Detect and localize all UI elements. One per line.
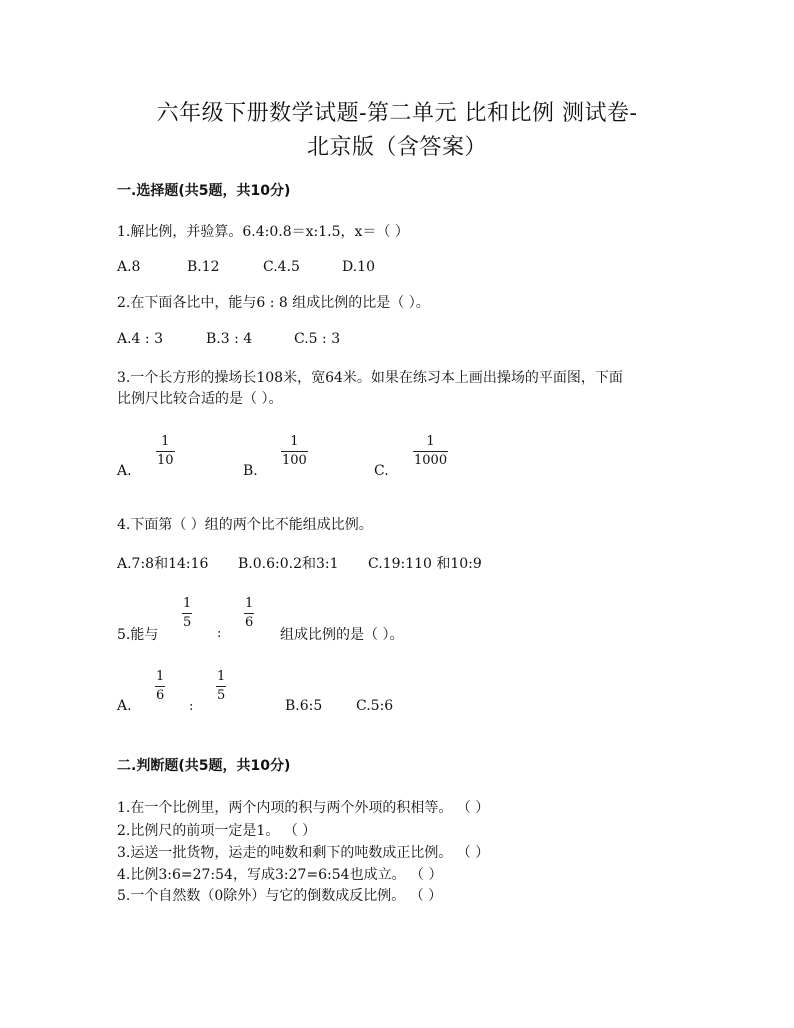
q5-ratio-colon: : (217, 626, 222, 641)
judge-item-2: 2.比例尺的前项一定是1。 （ ） (117, 823, 317, 839)
question-3-line1: 3.一个长方形的操场长108米，宽64米。如果在练习本上画出操场的平面图，下面 (117, 370, 623, 386)
q4-option-a: A.7:8和14:16 (117, 556, 209, 572)
q5-option-a-fraction-1 (155, 670, 165, 703)
q2-option-a: A.4 : 3 (117, 331, 163, 347)
fraction-numerator: 1 (161, 434, 170, 449)
fraction-denominator: 5 (183, 615, 192, 630)
question-2-text: 2.在下面各比中，能与6 : 8 组成比例的比是（ ）。 (117, 295, 430, 311)
fraction-bar (413, 451, 448, 452)
q2-option-c: C.5 : 3 (294, 331, 341, 347)
question-5-suffix: 组成比例的是（ ）。 (280, 627, 404, 643)
fraction-numerator: 1 (245, 596, 254, 611)
q5-option-a-colon: : (189, 699, 194, 714)
fraction-numerator: 1 (183, 596, 192, 611)
q4-option-c: C.19:110 和10:9 (368, 556, 482, 572)
q5-option-a-label: A. (117, 698, 132, 714)
fraction-denominator: 5 (217, 688, 226, 703)
fraction-numerator: 1 (426, 434, 435, 449)
fraction-bar (244, 613, 254, 614)
fraction-bar (216, 686, 226, 687)
q4-option-b: B.0.6:0.2和3:1 (238, 556, 339, 572)
page-title-line2: 北京版（含答案） (306, 135, 487, 160)
fraction-denominator: 10 (157, 453, 174, 468)
q1-option-c: C.4.5 (263, 259, 300, 275)
q3-option-b-label: B. (243, 463, 258, 479)
q3-option-b-fraction (281, 435, 308, 468)
section-heading-judge: 二.判断题(共5题，共10分) (117, 758, 291, 774)
q5-fraction-2 (244, 597, 254, 630)
section-heading-choice: 一.选择题(共5题，共10分) (117, 183, 291, 199)
fraction-denominator: 1000 (414, 453, 448, 468)
q2-option-b: B.3 : 4 (206, 331, 253, 347)
fraction-bar (156, 451, 175, 452)
q1-option-b: B.12 (187, 259, 220, 275)
fraction-denominator: 100 (282, 453, 307, 468)
judge-item-4: 4.比例3:6=27:54，写成3:27=6:54也成立。 （ ） (117, 867, 443, 883)
question-1-text: 1.解比例，并验算。6.4:0.8＝x:1.5，x＝（ ） (117, 224, 409, 240)
judge-item-1: 1.在一个比例里，两个内项的积与两个外项的积相等。 （ ） (117, 800, 490, 816)
question-5-prefix: 5.能与 (117, 627, 159, 643)
q5-option-a-fraction-2 (216, 670, 226, 703)
q3-option-c-label: C. (374, 463, 389, 479)
fraction-numerator: 1 (217, 669, 226, 684)
fraction-bar (182, 613, 192, 614)
q3-option-a-label: A. (117, 463, 132, 479)
fraction-numerator: 1 (290, 434, 299, 449)
fraction-numerator: 1 (156, 669, 165, 684)
q1-option-d: D.10 (342, 259, 375, 275)
q5-fraction-1 (182, 597, 192, 630)
fraction-denominator: 6 (245, 615, 254, 630)
judge-item-5: 5.一个自然数（0除外）与它的倒数成反比例。 （ ） (117, 888, 443, 904)
fraction-bar (281, 451, 308, 452)
q3-option-a-fraction (156, 435, 175, 468)
question-4-text: 4.下面第（ ）组的两个比不能组成比例。 (117, 517, 373, 533)
q3-option-c-fraction (413, 435, 448, 468)
q1-option-a: A.8 (117, 259, 141, 275)
fraction-bar (155, 686, 165, 687)
judge-item-3: 3.运送一批货物，运走的吨数和剩下的吨数成正比例。 （ ） (117, 845, 490, 861)
question-3-line2: 比例尺比较合适的是（ ）。 (117, 391, 283, 407)
page-title-line1: 六年级下册数学试题-第二单元 比和比例 测试卷- (156, 101, 638, 126)
q5-option-c: C.5:6 (356, 698, 394, 714)
q5-option-b: B.6:5 (285, 698, 323, 714)
fraction-denominator: 6 (156, 688, 165, 703)
